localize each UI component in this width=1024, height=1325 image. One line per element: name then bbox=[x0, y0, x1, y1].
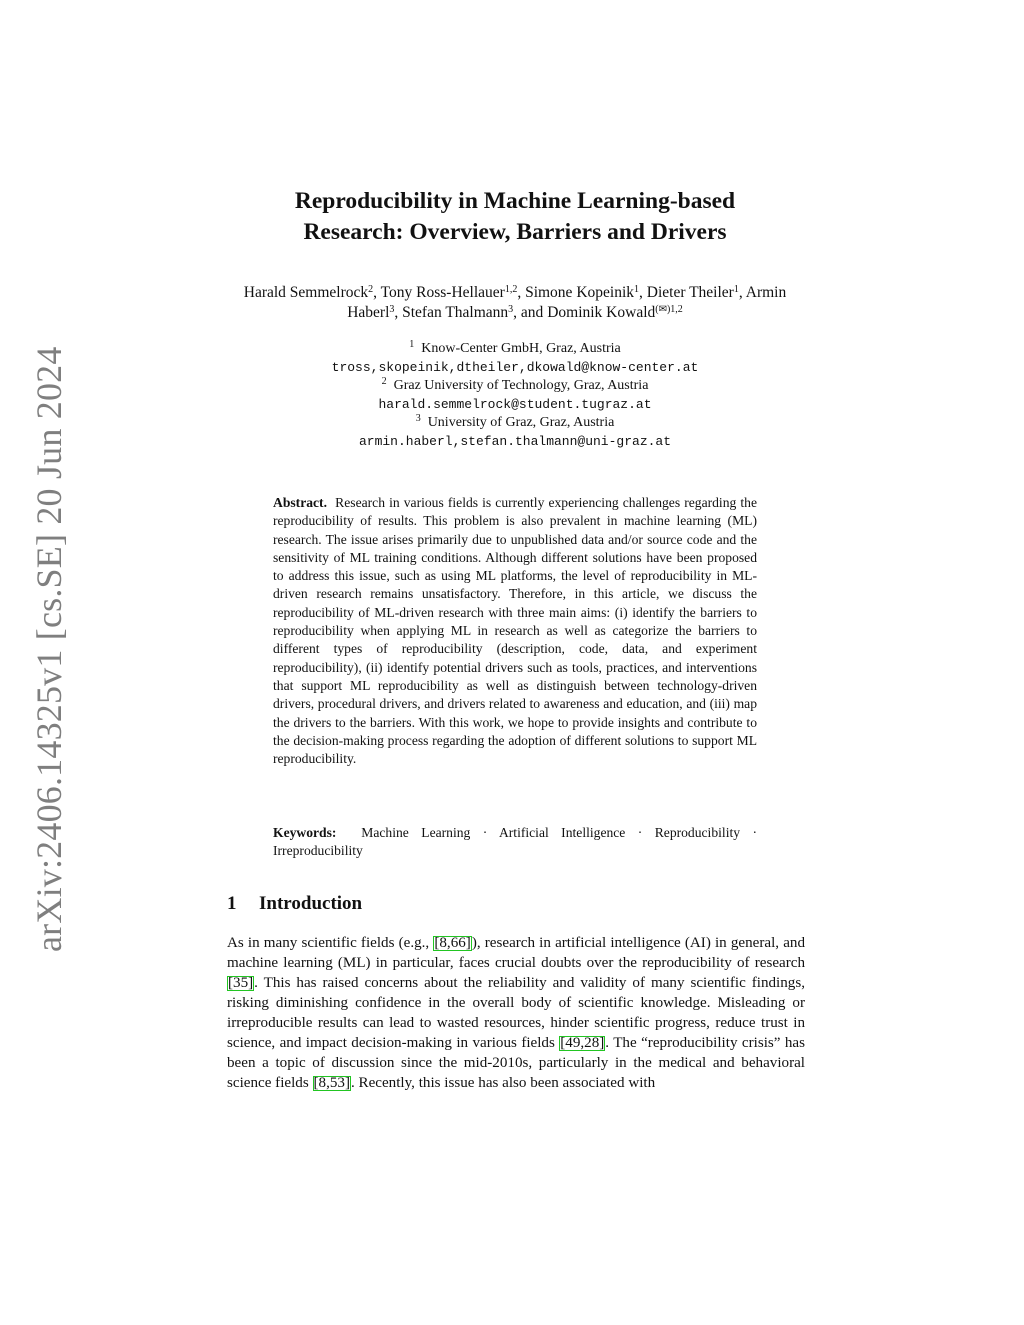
title-line-1: Reproducibility in Machine Learning-based bbox=[294, 188, 736, 214]
affiliation-number: 3 bbox=[415, 413, 421, 424]
affiliation-line bbox=[240, 414, 790, 433]
intro-text: As in many scientific fields (e.g., bbox=[227, 935, 434, 951]
section-number: 1 bbox=[227, 893, 237, 914]
author-affil-sup: 3 bbox=[389, 304, 395, 315]
affiliation-name: Know-Center GmbH, Graz, Austria bbox=[421, 341, 621, 356]
intro-text: ), research in artificial intelligence (AI) in general, and machine learning (ML) in particular, faces crucial doubts over the reproducibility of research bbox=[227, 935, 805, 971]
affiliation-line bbox=[240, 377, 790, 396]
keywords-block bbox=[273, 824, 757, 861]
author-list bbox=[240, 283, 790, 323]
affiliation-line bbox=[240, 340, 790, 359]
author-affil-sup: (✉)1,2 bbox=[655, 304, 683, 315]
citation-link[interactable]: [8,66] bbox=[434, 935, 471, 951]
section-heading bbox=[227, 891, 362, 917]
author-affil-sup: 3 bbox=[508, 304, 514, 315]
author-name: Tony Ross-Hellauer bbox=[380, 284, 505, 301]
envelope-icon: (✉) bbox=[655, 304, 671, 315]
author-name: Armin Haberl bbox=[347, 284, 787, 321]
affiliation-number: 1 bbox=[409, 339, 415, 350]
affiliation-block bbox=[240, 340, 790, 451]
affiliation-email[interactable]: tross,skopeinik,dtheiler,dkowald@know-center.at bbox=[331, 359, 699, 375]
citation-link[interactable]: [8,53] bbox=[313, 1075, 350, 1091]
abstract-label: Abstract. bbox=[273, 495, 327, 510]
abstract-text: Research in various fields is currently experiencing challenges regarding the reproducibility of results. This problem is also prevalent in machine learning (ML) research. The issue arises primarily due to unpublished data and/or source code and the sensitivity of ML training conditions. Although different solutions have been proposed to address this issue, such as using ML platforms, the level of reproducibility in ML-driven research remains unsatisfactory. Therefore, in this article, we discuss the reproducibility of ML-driven research with three main aims: (i) identify the barriers to reproducibility when applying ML in research as well as categorize the barriers to different types of reproducibility (description, code, data, and experiment reproducibility), (ii) identify potential drivers such as tools, practices, and interventions that support ML reproducibility as well as distinguish between technology-driven drivers, procedural drivers, and drivers related to awareness and education, and (iii) map the drivers to the barriers. With this work, we hope to provide insights and contribute to the decision-making process regarding the adoption of different solutions to support ML reproducibility. bbox=[273, 495, 757, 767]
author-affil-sup: 1,2 bbox=[504, 284, 518, 295]
author-name: Harald Semmelrock bbox=[243, 284, 369, 301]
author-name: Simone Kopeinik bbox=[525, 284, 635, 301]
paper-title bbox=[240, 186, 790, 248]
affiliation-email[interactable]: harald.semmelrock@student.tugraz.at bbox=[378, 396, 652, 412]
keywords-text: Machine Learning · Artificial Intelligence · Reproducibility · Irreproducibility bbox=[273, 825, 757, 859]
affiliation-name: University of Graz, Graz, Austria bbox=[427, 415, 615, 430]
keywords-label: Keywords: bbox=[273, 825, 337, 840]
author-name: Stefan Thalmann bbox=[402, 304, 509, 321]
intro-text: . The “reproducibility crisis” has been a topic of discussion since the mid-2010s, particularly in the medical and behavioral science fields bbox=[227, 1035, 806, 1091]
intro-text: . Recently, this issue has also been associated with bbox=[350, 1075, 656, 1091]
citation-link[interactable]: [49,28] bbox=[560, 1035, 605, 1051]
author-affil-sup: 1 bbox=[634, 284, 640, 295]
affiliation-email[interactable]: armin.haberl,stefan.thalmann@uni-graz.at bbox=[358, 433, 672, 449]
author-name: Dominik Kowald bbox=[547, 304, 656, 321]
introduction-paragraph bbox=[227, 933, 805, 1093]
abstract-block bbox=[273, 494, 757, 768]
author-line-1: Harald Semmelrock$^2$, Tony Ross-Hellauer$^{1,2}$, Simone Kopeinik$^1$, Dieter Theiler$^1$, Armin Haberl$^3$, Stefan Thalmann$^3$, and Dominik Kowald$^{(✉)1,2}$ bbox=[243, 284, 787, 321]
author-affil-sup: 2 bbox=[368, 284, 374, 295]
title-line-2: Research: Overview, Barriers and Drivers bbox=[303, 219, 727, 245]
intro-text: . This has raised concerns about the reliability and validity of many scientific findings, risking diminishing confidence in the overall body of scientific knowledge. Misleading or irreproducible results can lead to wasted resources, hinder scientific progress, reduce trust in science, and impact decision-making in various fields bbox=[227, 975, 805, 1051]
section-title: Introduction bbox=[259, 893, 363, 914]
affiliation-number: 2 bbox=[381, 376, 387, 387]
author-name: Dieter Theiler bbox=[646, 284, 734, 301]
citation-link[interactable]: [35] bbox=[228, 975, 254, 991]
author-affil-sup: 1 bbox=[733, 284, 739, 295]
affiliation-name: Graz University of Technology, Graz, Austria bbox=[393, 378, 649, 393]
arxiv-identifier-stamp: arXiv:2406.14325v1 [cs.SE] 20 Jun 2024 bbox=[29, 346, 69, 952]
